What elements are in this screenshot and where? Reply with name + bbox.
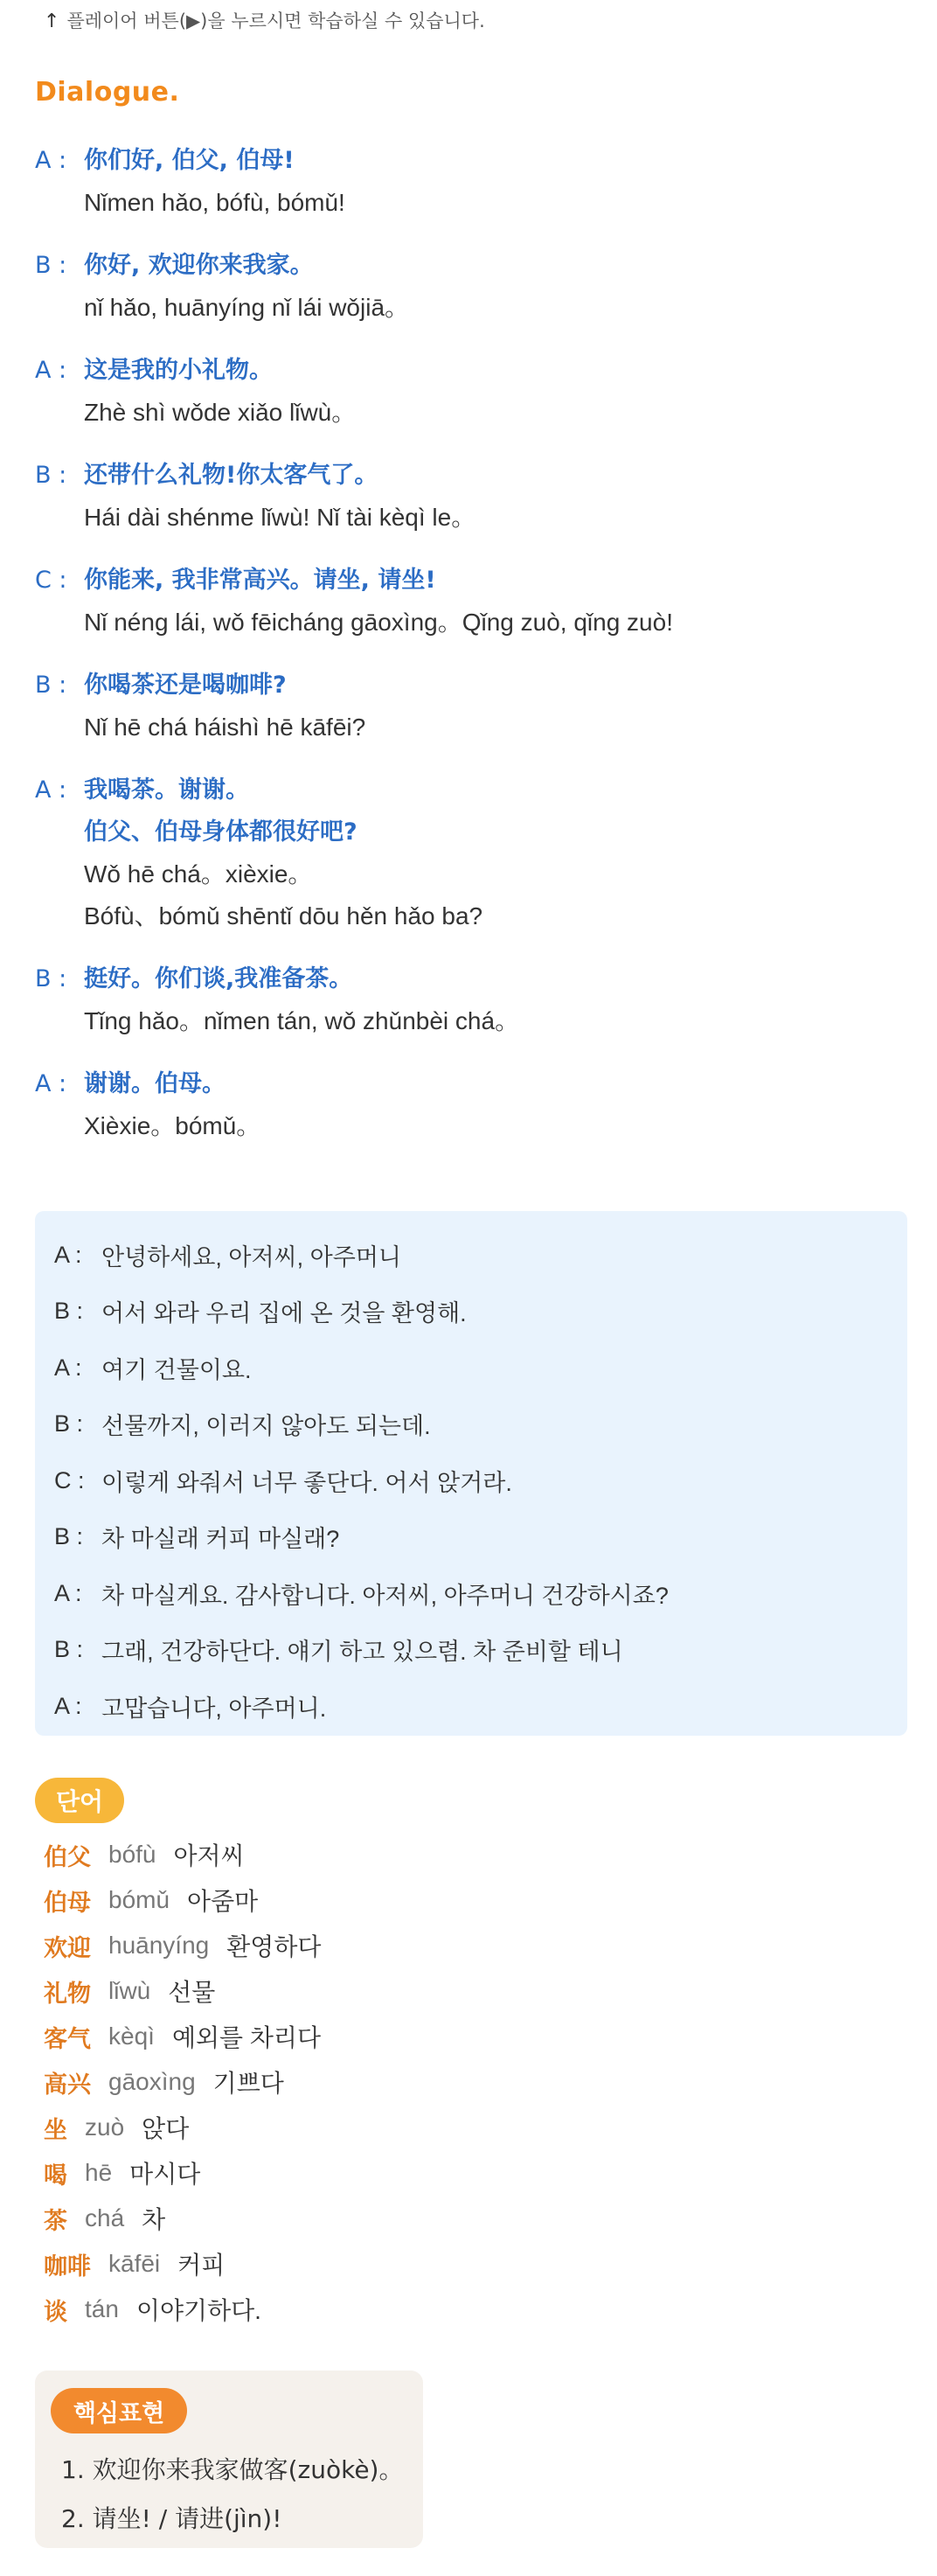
dialogue-turn	[35, 958, 892, 1042]
speaker-label: A :	[35, 776, 67, 804]
vocab-hanzi: 客气	[44, 2025, 91, 2053]
speaker-label: B :	[54, 1298, 84, 1325]
dialogue-lines	[84, 560, 892, 644]
speaker-label: B :	[54, 1636, 84, 1663]
translation-row	[54, 1678, 888, 1735]
vocab-meaning: 이야기하다.	[135, 2297, 261, 2324]
vocab-hanzi: 伯父	[44, 1843, 91, 1871]
speaker-label: A :	[54, 1241, 82, 1268]
vocab-hanzi: 礼物	[44, 1980, 91, 2008]
vocab-hanzi: 坐	[44, 2116, 67, 2144]
pinyin-line: nǐ hǎo, huānyíng nǐ lái wǒjiā。	[84, 294, 410, 321]
vocab-item	[44, 2014, 321, 2059]
vocab-item	[44, 2287, 321, 2332]
vocab-item	[44, 2105, 321, 2150]
vocab-pinyin: lǐwù	[108, 1977, 151, 2004]
dialogue-turn	[35, 769, 892, 937]
vocab-pinyin: hē	[85, 2159, 113, 2186]
translation-text: 이렇게 와줘서 너무 좋단다. 어서 앉거라.	[101, 1469, 512, 1496]
vocab-meaning: 아저씨	[173, 1842, 245, 1869]
vocab-pinyin: chá	[85, 2204, 125, 2231]
dialogue-lines	[84, 1063, 892, 1147]
player-notice	[44, 7, 485, 33]
vocab-item	[44, 2059, 321, 2105]
vocab-pinyin: kāfēi	[108, 2250, 161, 2277]
dialogue-turn	[35, 1063, 892, 1147]
speaker-label: B :	[35, 252, 67, 279]
dialogue-lines	[84, 958, 892, 1042]
speaker-label: A :	[35, 357, 67, 384]
dialogue-turn	[35, 140, 892, 224]
speaker-label: A :	[54, 1354, 82, 1381]
speaker-label: C :	[35, 567, 67, 594]
vocab-pinyin: kèqì	[108, 2023, 155, 2050]
vocab-pinyin: huānyíng	[108, 1932, 210, 1959]
vocab-meaning: 아줌마	[187, 1888, 259, 1915]
vocab-item	[44, 2241, 321, 2287]
pinyin-line: Nǐ hē chá háishì hē kāfēi?	[84, 714, 366, 741]
vocab-meaning: 기쁘다	[212, 2070, 284, 2097]
pinyin-line: Bófù、bómǔ shēntǐ dōu hěn hǎo ba?	[84, 902, 483, 929]
vocab-meaning: 앉다	[142, 2115, 190, 2142]
vocab-meaning: 마시다	[129, 2161, 201, 2188]
vocab-list	[44, 1832, 321, 2332]
speaker-label: A :	[35, 147, 67, 174]
dialogue-turn	[35, 560, 892, 644]
translation-text: 차 마실래 커피 마실래?	[101, 1526, 340, 1553]
dialogue-lines	[84, 350, 892, 434]
translation-text: 차 마실게요. 감사합니다. 아저씨, 아주머니 건강하시죠?	[101, 1582, 669, 1609]
dialogue-lines	[84, 769, 892, 937]
chinese-line: 伯父、伯母身体都很好吧?	[84, 818, 357, 846]
translation-row	[54, 1509, 888, 1566]
translation-text: 어서 와라 우리 집에 온 것을 환영해.	[101, 1300, 467, 1327]
vocab-pinyin: gāoxìng	[108, 2068, 196, 2095]
pinyin-line: Xièxie。bómǔ。	[84, 1112, 261, 1139]
vocab-item	[44, 1923, 321, 1968]
vocab-hanzi: 谈	[44, 2298, 67, 2326]
vocab-hanzi: 茶	[44, 2207, 67, 2235]
vocab-item	[44, 1968, 321, 2014]
dialogue-section	[35, 140, 892, 1168]
dialogue-turn	[35, 455, 892, 539]
chinese-line: 你能来, 我非常高兴。请坐, 请坐!	[84, 567, 436, 594]
chinese-line: 这是我的小礼物。	[84, 357, 273, 384]
vocab-pinyin: bómǔ	[108, 1886, 170, 1913]
translation-row	[54, 1396, 888, 1453]
translation-row	[54, 1622, 888, 1679]
key-expressions-label: 핵심표현	[51, 2388, 187, 2433]
translation-text: 선물까지, 이러지 않아도 되는데.	[101, 1413, 431, 1440]
vocab-item	[44, 1832, 321, 1877]
vocab-hanzi: 咖啡	[44, 2252, 91, 2280]
dialogue-lines	[84, 455, 892, 539]
vocab-item	[44, 1877, 321, 1923]
translation-row	[54, 1340, 888, 1396]
translation-row	[54, 1452, 888, 1509]
vocab-hanzi: 欢迎	[44, 1934, 91, 1962]
key-expression-2: 2. 请坐! / 请进(jìn)!	[61, 2504, 282, 2533]
translation-text: 안녕하세요, 아저씨, 아주머니	[101, 1243, 401, 1271]
dialogue-turn	[35, 245, 892, 329]
speaker-label: B :	[54, 1410, 84, 1438]
key-expressions-box	[35, 2371, 423, 2548]
speaker-label: A :	[54, 1579, 82, 1606]
pinyin-line: Wǒ hē chá。xièxie。	[84, 860, 313, 888]
translation-text: 그래, 건강하단다. 얘기 하고 있으렴. 차 준비할 테니	[101, 1639, 623, 1666]
vocab-meaning: 예외를 차리다	[171, 2024, 322, 2051]
vocab-meaning: 선물	[168, 1979, 216, 2006]
chinese-line: 挺好。你们谈,我准备茶。	[84, 965, 353, 992]
chinese-line: 我喝茶。谢谢。	[84, 776, 249, 804]
vocab-item	[44, 2196, 321, 2241]
dialogue-lines	[84, 665, 892, 748]
chinese-line: 你好, 欢迎你来我家。	[84, 252, 314, 279]
vocab-hanzi: 伯母	[44, 1889, 91, 1917]
pinyin-line: Nǐmen hǎo, bófù, bómǔ!	[84, 189, 345, 216]
dialogue-turn	[35, 665, 892, 748]
dialogue-turn	[35, 350, 892, 434]
translation-row	[54, 1227, 888, 1284]
chinese-line: 谢谢。伯母。	[84, 1070, 226, 1097]
vocab-item	[44, 2150, 321, 2196]
vocab-meaning: 환영하다	[226, 1933, 322, 1960]
speaker-label: A :	[54, 1692, 82, 1719]
dialogue-lines	[84, 140, 892, 224]
player-notice-text: 플레이어 버튼(▶)을 누르시면 학습하실 수 있습니다.	[66, 10, 485, 31]
pinyin-line: Zhè shì wǒde xiǎo lǐwù。	[84, 399, 357, 426]
dialogue-lines	[84, 245, 892, 329]
chinese-line: 你们好, 伯父, 伯母!	[84, 147, 295, 174]
speaker-label: B :	[35, 462, 67, 489]
vocab-pinyin: tán	[85, 2295, 119, 2322]
chinese-line: 还带什么礼物!你太客气了。	[84, 462, 378, 489]
vocab-meaning: 차	[142, 2206, 166, 2233]
up-arrow-icon: ↑	[44, 10, 60, 32]
vocab-hanzi: 高兴	[44, 2071, 91, 2099]
translation-text: 고맙습니다, 아주머니.	[101, 1695, 327, 1722]
section-title: Dialogue.	[35, 77, 180, 108]
pinyin-line: Nǐ néng lái, wǒ fēicháng gāoxìng。Qǐng zuò, qǐng zuò!	[84, 609, 673, 636]
chinese-line: 你喝茶还是喝咖啡?	[84, 672, 287, 699]
translation-text: 여기 건물이요.	[101, 1356, 252, 1383]
key-expression-1: 1. 欢迎你来我家做客(zuòkè)。	[61, 2455, 404, 2484]
vocab-label: 단어	[35, 1778, 124, 1823]
pinyin-line: Hái dài shénme lǐwù! Nǐ tài kèqì le。	[84, 504, 476, 531]
translation-row	[54, 1565, 888, 1622]
vocab-hanzi: 喝	[44, 2162, 67, 2190]
speaker-label: C :	[54, 1466, 85, 1493]
pinyin-line: Tǐng hǎo。nǐmen tán, wǒ zhǔnbèi chá。	[84, 1007, 520, 1034]
vocab-pinyin: zuò	[85, 2113, 125, 2141]
translation-row	[54, 1284, 888, 1340]
vocab-meaning: 커피	[177, 2252, 226, 2279]
speaker-label: B :	[35, 965, 67, 992]
speaker-label: B :	[35, 672, 67, 699]
speaker-label: B :	[54, 1523, 84, 1550]
translation-box	[35, 1211, 907, 1736]
speaker-label: A :	[35, 1070, 67, 1097]
vocab-pinyin: bófù	[108, 1841, 156, 1868]
